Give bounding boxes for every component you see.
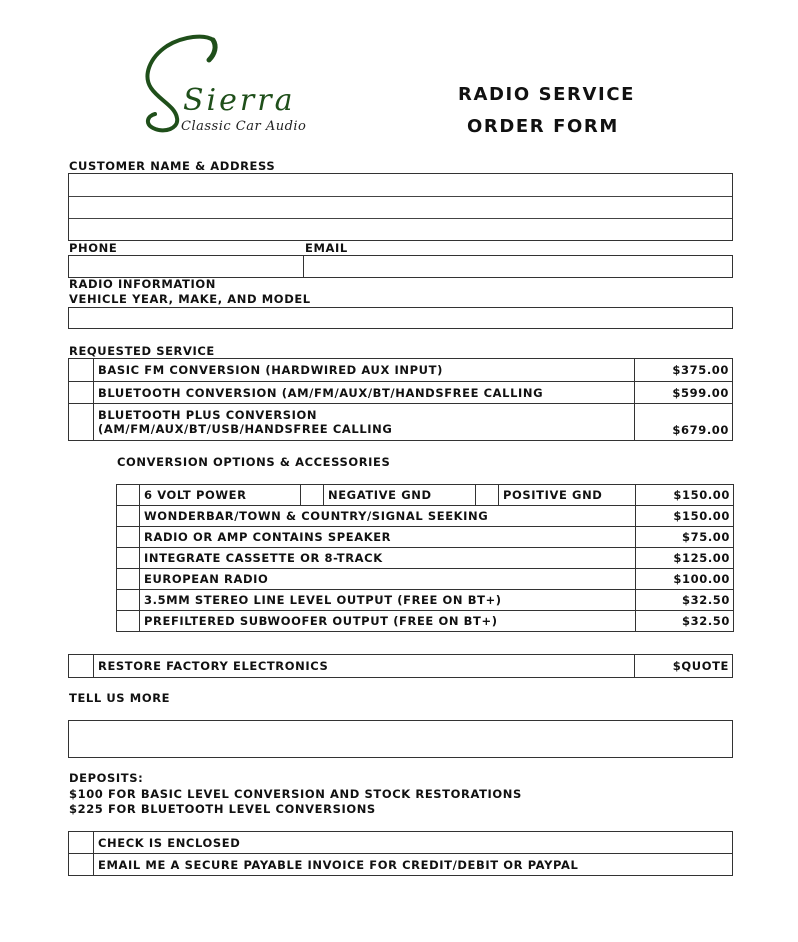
option-checkbox[interactable] (117, 506, 140, 527)
option-price: $150.00 (636, 485, 734, 506)
option-checkbox[interactable] (476, 485, 499, 506)
brand-name: Sierra (183, 83, 296, 118)
tell-us-more-label: TELL US MORE (69, 691, 171, 705)
payment-checkbox[interactable] (69, 832, 94, 854)
option-label: RADIO OR AMP CONTAINS SPEAKER (140, 527, 636, 548)
service-price: $375.00 (635, 359, 733, 382)
address-line-3[interactable] (69, 219, 732, 240)
customer-section-label: CUSTOMER NAME & ADDRESS (69, 159, 276, 173)
form-title-line2: ORDER FORM (467, 116, 619, 137)
payment-row (69, 832, 733, 854)
restore-checkbox[interactable] (69, 655, 94, 678)
options-table (116, 484, 734, 632)
option-checkbox[interactable] (117, 590, 140, 611)
option-row (117, 506, 734, 527)
option-price: $125.00 (636, 548, 734, 569)
deposits-heading: DEPOSITS: (69, 771, 144, 785)
option-label: POSITIVE GND (499, 485, 636, 506)
service-label: BLUETOOTH CONVERSION (AM/FM/AUX/BT/HANDSFREE CALLING (94, 382, 635, 404)
service-label-line1: BLUETOOTH PLUS CONVERSION (98, 408, 318, 422)
option-price: $100.00 (636, 569, 734, 590)
option-label: NEGATIVE GND (324, 485, 476, 506)
address-field-group (68, 173, 733, 241)
payment-label: CHECK IS ENCLOSED (94, 832, 733, 854)
service-row (69, 382, 733, 404)
service-row (69, 404, 733, 441)
option-label: EUROPEAN RADIO (140, 569, 636, 590)
form-title-line1: RADIO SERVICE (458, 84, 636, 105)
option-label: 6 VOLT POWER (140, 485, 301, 506)
option-price: $32.50 (636, 611, 734, 632)
payment-table (68, 831, 733, 876)
radio-info-label: RADIO INFORMATION (69, 277, 216, 291)
payment-checkbox[interactable] (69, 854, 94, 876)
restore-price: $QUOTE (635, 655, 733, 678)
vehicle-field[interactable] (68, 307, 733, 329)
service-checkbox[interactable] (69, 404, 94, 441)
option-label: INTEGRATE CASSETTE OR 8-TRACK (140, 548, 636, 569)
vehicle-label: VEHICLE YEAR, MAKE, AND MODEL (69, 292, 311, 306)
payment-label: EMAIL ME A SECURE PAYABLE INVOICE FOR CREDIT/DEBIT OR PAYPAL (94, 854, 733, 876)
logo-graphic (135, 32, 340, 140)
deposits-line1: $100 FOR BASIC LEVEL CONVERSION AND STOCK RESTORATIONS (69, 787, 522, 801)
service-price: $679.00 (635, 404, 733, 441)
option-row (117, 569, 734, 590)
option-label: 3.5MM STEREO LINE LEVEL OUTPUT (FREE ON BT+) (140, 590, 636, 611)
option-checkbox[interactable] (117, 548, 140, 569)
service-label (94, 404, 635, 441)
option-checkbox[interactable] (117, 611, 140, 632)
requested-service-table (68, 358, 733, 441)
phone-label: PHONE (69, 241, 118, 255)
option-row (117, 527, 734, 548)
option-label: PREFILTERED SUBWOOFER OUTPUT (FREE ON BT+) (140, 611, 636, 632)
requested-service-label: REQUESTED SERVICE (69, 344, 215, 358)
options-section-label: CONVERSION OPTIONS & ACCESSORIES (117, 455, 391, 469)
address-line-2[interactable] (69, 197, 732, 218)
restore-table (68, 654, 733, 678)
option-row (117, 548, 734, 569)
option-price: $32.50 (636, 590, 734, 611)
email-field[interactable] (303, 255, 733, 278)
power-options-row (117, 485, 734, 506)
option-price: $150.00 (636, 506, 734, 527)
option-label: WONDERBAR/TOWN & COUNTRY/SIGNAL SEEKING (140, 506, 636, 527)
service-label-line2: (AM/FM/AUX/BT/USB/HANDSFREE CALLING (98, 422, 393, 436)
payment-row (69, 854, 733, 876)
tell-us-more-field[interactable] (68, 720, 733, 758)
service-checkbox[interactable] (69, 359, 94, 382)
service-price: $599.00 (635, 382, 733, 404)
phone-field[interactable] (68, 255, 304, 278)
option-checkbox[interactable] (117, 527, 140, 548)
option-price: $75.00 (636, 527, 734, 548)
service-row (69, 359, 733, 382)
brand-logo (135, 32, 340, 140)
deposits-line2: $225 FOR BLUETOOTH LEVEL CONVERSIONS (69, 802, 376, 816)
option-checkbox[interactable] (301, 485, 324, 506)
option-checkbox[interactable] (117, 485, 140, 506)
email-label: EMAIL (305, 241, 348, 255)
restore-row (69, 655, 733, 678)
address-line-1[interactable] (69, 174, 732, 196)
service-label: BASIC FM CONVERSION (HARDWIRED AUX INPUT) (94, 359, 635, 382)
service-checkbox[interactable] (69, 382, 94, 404)
option-checkbox[interactable] (117, 569, 140, 590)
option-row (117, 611, 734, 632)
restore-label: RESTORE FACTORY ELECTRONICS (94, 655, 635, 678)
brand-tagline: Classic Car Audio (181, 119, 307, 134)
option-row (117, 590, 734, 611)
